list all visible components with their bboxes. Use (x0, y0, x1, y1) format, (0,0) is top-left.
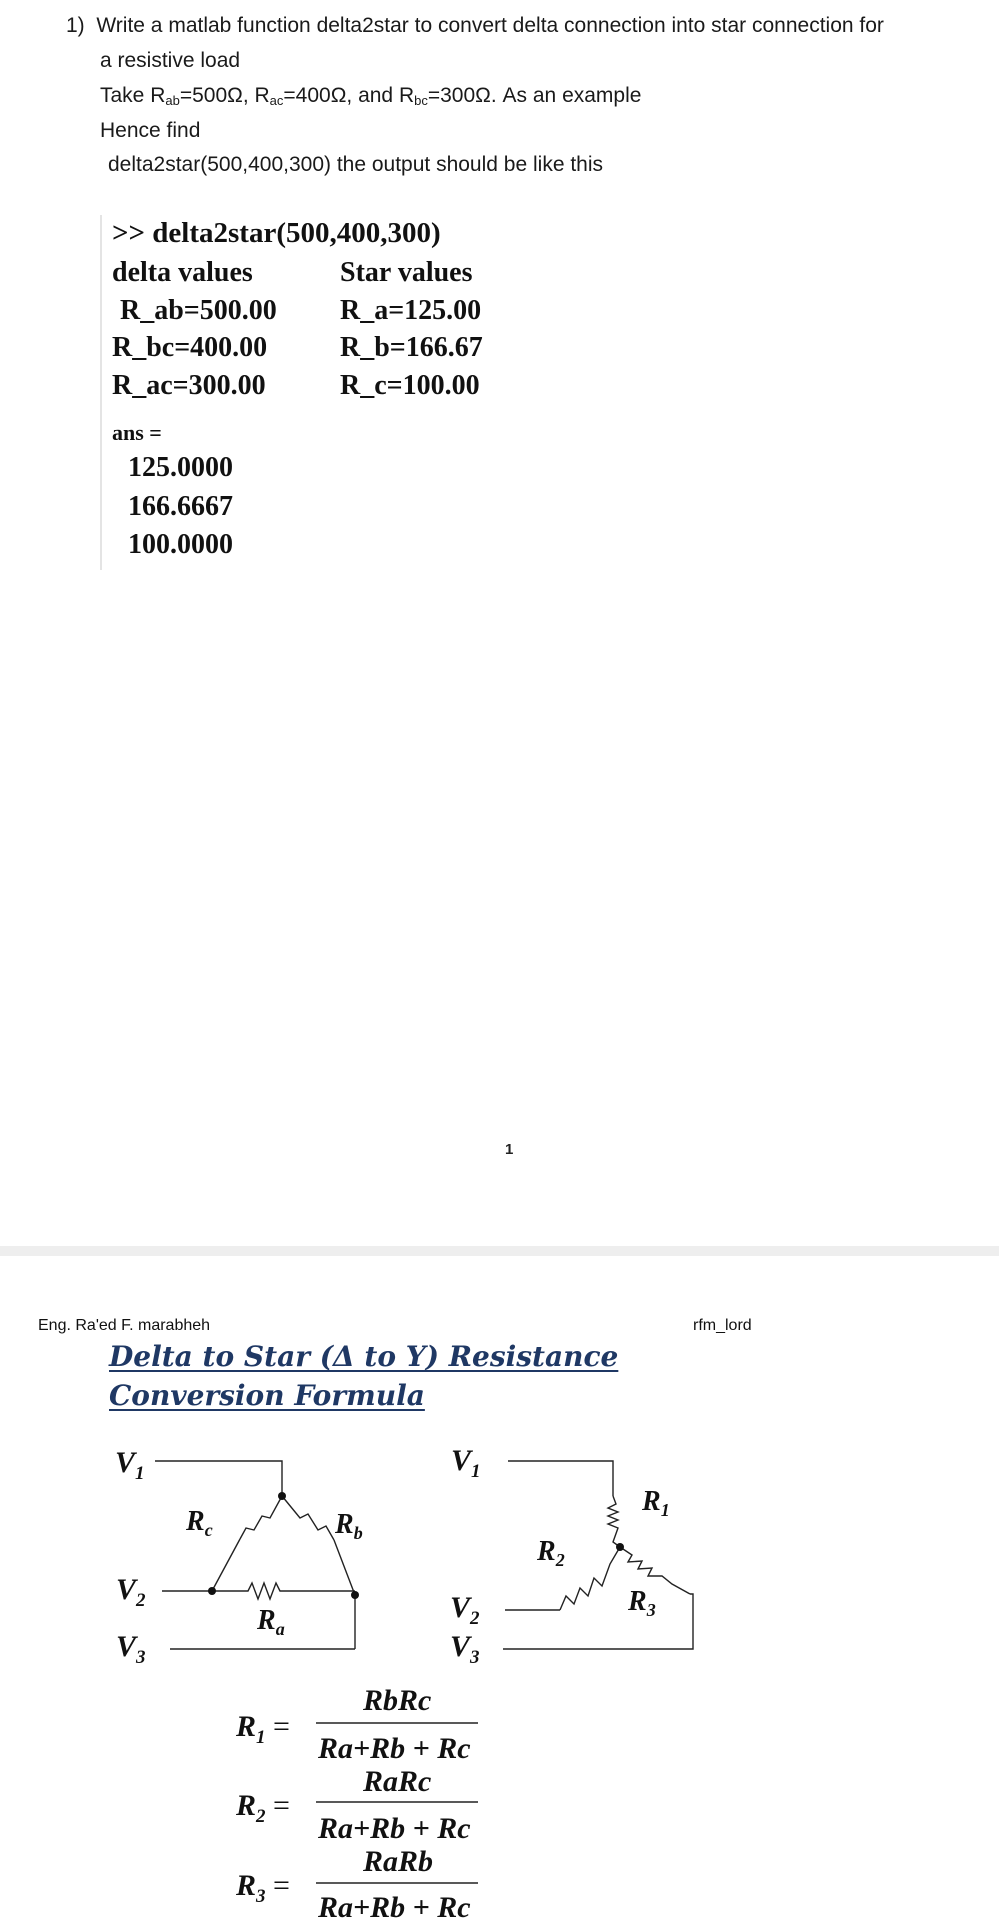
node-dot (351, 1591, 359, 1599)
label-r3: $R_3$ (628, 1586, 656, 1620)
star-wire-v1 (508, 1461, 613, 1496)
label-star-v1: $V_1$ (451, 1444, 481, 1482)
svg-text:R1 =: $R_1$ = (236, 1710, 290, 1748)
svg-text:R3 =: $R_3$ = (236, 1869, 290, 1907)
console-ans-value: 166.6667 (128, 491, 233, 522)
console-ans-value: 125.0000 (128, 452, 233, 483)
page-separator (0, 1246, 999, 1256)
console-delta-row: R_ac=300.00 (112, 370, 266, 401)
matlab-console-output (100, 215, 522, 570)
label-rc: $R_c$ (186, 1506, 213, 1540)
label-v1: $V_1$ (115, 1446, 145, 1484)
delta-edge-right (334, 1540, 355, 1595)
question-line-1 (66, 14, 884, 38)
watermark-text: rfm_lord (693, 1317, 752, 1334)
label-r1: $R_1$ (642, 1486, 670, 1520)
formula-r2-numerator: RaRc (363, 1765, 432, 1798)
label-ra: $R_a$ (257, 1605, 285, 1639)
label-r2: $R_2$ (537, 1536, 565, 1570)
console-ans-label: ans = (112, 420, 162, 445)
formula-r1-denominator: Ra+Rb + Rc (318, 1732, 471, 1765)
console-delta-row: R_ab=500.00 (120, 295, 277, 326)
formula-r3-denominator: Ra+Rb + Rc (318, 1891, 471, 1920)
resistor-rb (282, 1496, 334, 1540)
question-hence: Hence find (100, 119, 201, 142)
resistor-ra (212, 1583, 355, 1599)
label-rb: $R_b$ (335, 1509, 363, 1543)
console-command: >> delta2star(500,400,300) (112, 217, 441, 249)
section-title-line-2: Conversion Formula (109, 1379, 425, 1412)
star-wire-v3 (503, 1594, 693, 1649)
node-dot (208, 1587, 216, 1595)
formula-r3-numerator: RaRb (363, 1845, 434, 1878)
console-ans-value: 100.0000 (128, 529, 233, 560)
console-star-row: R_b=166.67 (340, 332, 483, 363)
resistor-r2 (560, 1547, 620, 1610)
document-page-2 (0, 1256, 999, 1920)
label-v3: $V_3$ (116, 1630, 146, 1668)
question-given-values: Take $R_{ab}=500\Omega$, $R_{ac}=400\Omega$, and $R_{bc}=300\Omega$. As an example (100, 84, 642, 108)
formula-r2 (235, 1765, 471, 1845)
console-star-row: R_c=100.00 (340, 370, 480, 401)
formula-r1 (235, 1684, 471, 1765)
delta-star-diagram (0, 1256, 999, 1920)
node-dot (278, 1492, 286, 1500)
section-title-line-1: Delta to Star (Δ to Y) Resistance (109, 1340, 619, 1373)
resistor-rc (240, 1496, 282, 1539)
question-number: 1) (66, 14, 85, 37)
formula-r2-denominator: Ra+Rb + Rc (318, 1812, 471, 1845)
console-star-row: R_a=125.00 (340, 295, 482, 326)
svg-text:R2 =: $R_2$ = (236, 1789, 290, 1827)
node-dot (616, 1543, 624, 1551)
console-delta-header: delta values (112, 257, 253, 288)
label-star-v3: $V_3$ (450, 1630, 480, 1668)
console-star-header: Star values (340, 257, 473, 288)
author-name: Eng. Ra'ed F. marabheh (38, 1317, 211, 1334)
question-call: delta2star(500,400,300) the output should be like this (108, 153, 604, 176)
console-delta-row: R_bc=400.00 (112, 332, 268, 363)
question-line-2: a resistive load (100, 49, 241, 72)
label-v2: $V_2$ (116, 1573, 146, 1611)
delta-edge-left (212, 1539, 240, 1591)
resistor-r1 (608, 1496, 620, 1547)
delta-wire-v1 (155, 1461, 282, 1496)
question-text: Write a matlab function delta2star to convert delta connection into star connection for (96, 14, 884, 37)
page-number: 1 (505, 1141, 514, 1158)
formula-r1-numerator: RbRc (363, 1684, 432, 1717)
label-star-v2: $V_2$ (450, 1591, 480, 1629)
